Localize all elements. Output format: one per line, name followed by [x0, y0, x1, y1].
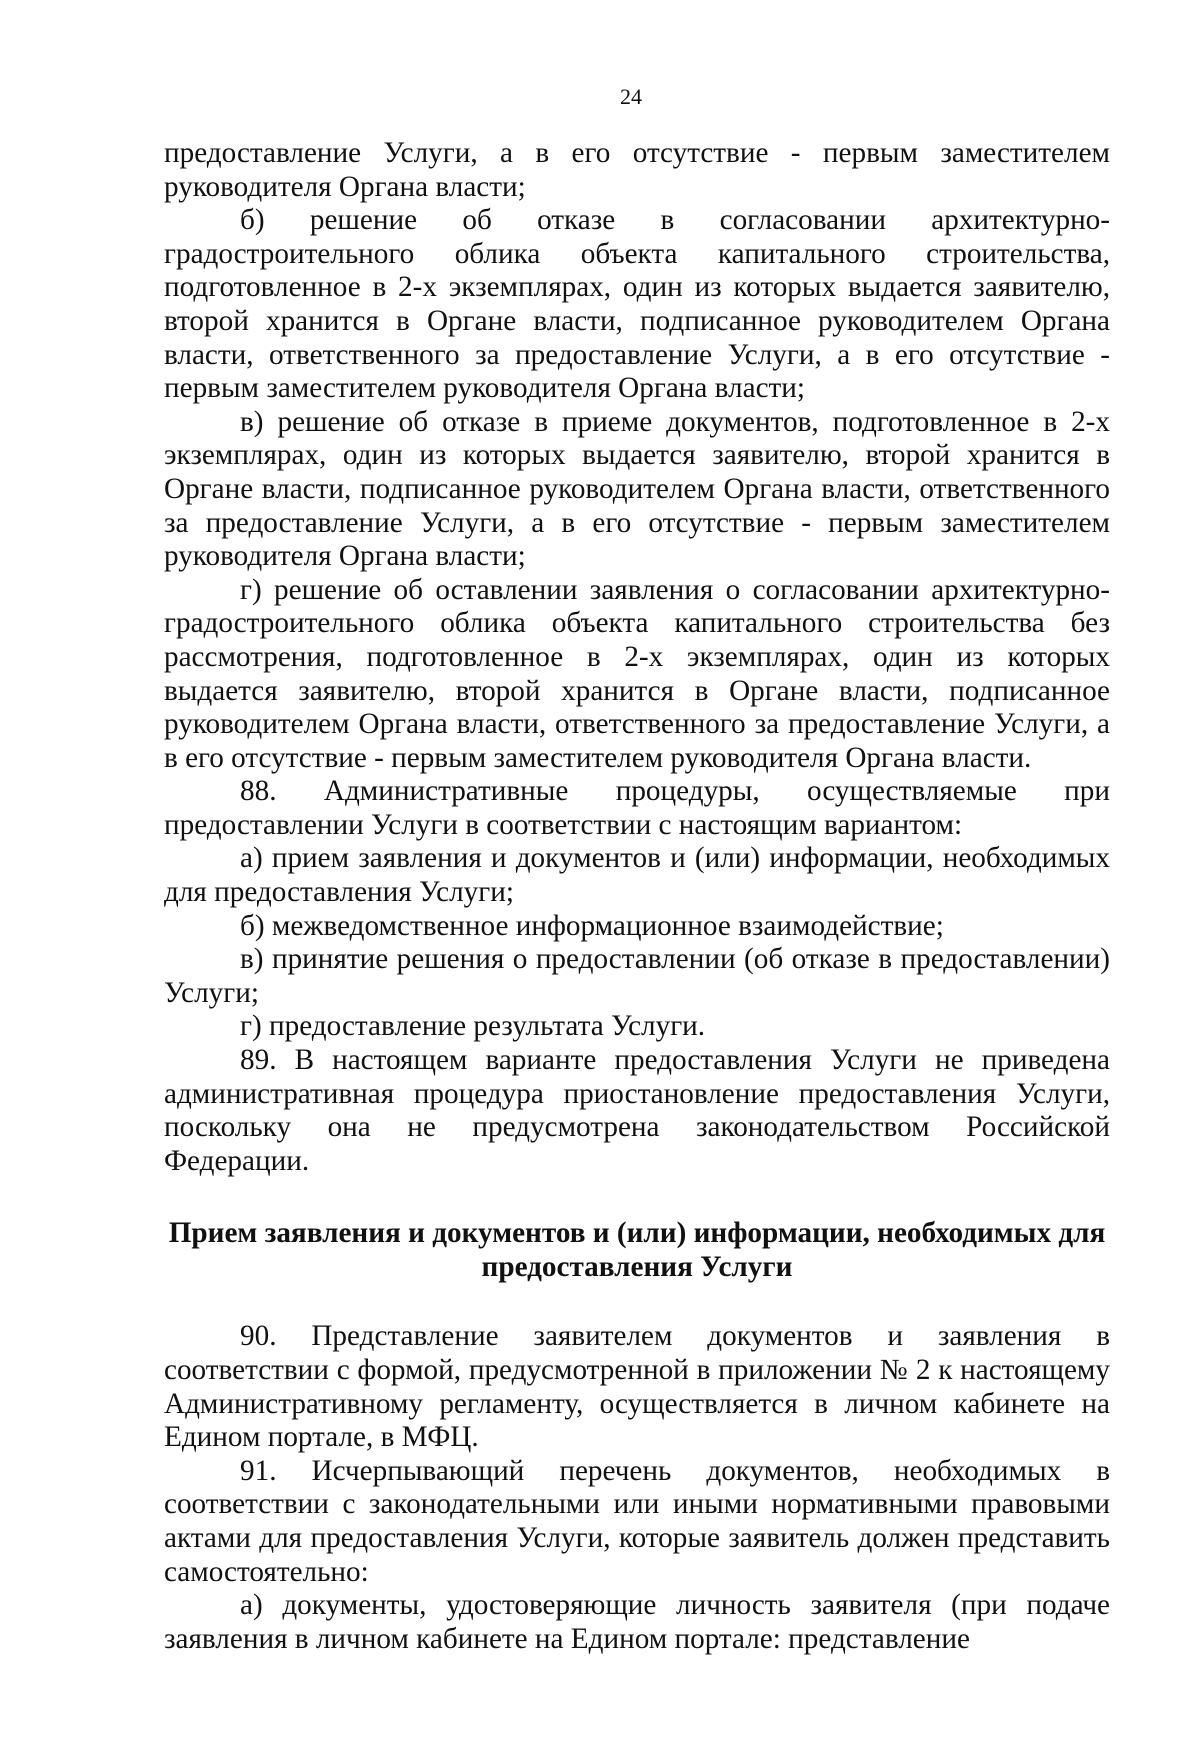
paragraph-88-a: а) прием заявления и документов и (или) информации, необходимых для предоставления Услуги; [164, 842, 1110, 909]
paragraph: предоставление Услуги, а в его отсутствие - первым заместителем руководителя Органа власти; [164, 137, 1110, 203]
page-number: 24 [620, 84, 642, 109]
section-heading: Прием заявления и документов и (или) информации, необходимых для предоставления Услуги [168, 1217, 1106, 1284]
paragraph-88: 88. Административные процедуры, осуществляемые при предоставлении Услуги в соответствии с настоящим вариантом: [164, 775, 1110, 841]
paragraph-item-b-refusal: б) решение об отказе в согласовании архитектурно-градостроительного облика объекта капитального строительства, подготовленное в 2-х экземплярах, один из которых выдается заявителю, второй хранится в Органе власти, подписанное руководителем Органа власти, ответственного за предоставление Услуги, а в его отсутствие - первым заместителем руководителя Органа власти; [164, 204, 1110, 405]
paragraph-item-v-refusal-docs: в) решение об отказе в приеме документов, подготовленное в 2-х экземплярах, один из которых выдается заявителю, второй хранится в Органе власти, подписанное руководителем Органа власти, ответственного за предоставление Услуги, а в его отсутствие - первым заместителем руководителя Органа власти; [164, 405, 1110, 573]
paragraph-item-g-no-review: г) решение об оставлении заявления о согласовании архитектурно-градостроительного облика объекта капитального строительства без рассмотрения, подготовленное в 2-х экземплярах, один из которых выдается заявителю, второй хранится в Органе власти, подписанное руководителем Органа власти, ответственного за предоставление Услуги, а в его отсутствие - первым заместителем руководителя Органа власти. [164, 573, 1110, 774]
paragraph-91-a: а) документы, удостоверяющие личность заявителя (при подаче заявления в личном кабинете на Едином портале: представление [164, 1589, 1110, 1655]
document-body [164, 137, 1110, 1656]
paragraph-88-b: б) межведомственное информационное взаимодействие; [240, 909, 944, 942]
paragraph-88-g: г) предоставление результата Услуги. [240, 1010, 706, 1043]
paragraph-89: 89. В настоящем варианте предоставления Услуги не приведена административная процедура приостановление предоставления Услуги, поскольку она не предусмотрена законодательством Российской Федерации. [164, 1044, 1110, 1177]
paragraph-88-v: в) принятие решения о предоставлении (об отказе в предоставлении) Услуги; [164, 943, 1110, 1009]
paragraph-91: 91. Исчерпывающий перечень документов, необходимых в соответствии с законодательными или иными нормативными правовыми актами для предоставления Услуги, которые заявитель должен представить самостоятельно: [164, 1454, 1110, 1588]
paragraph-90: 90. Представление заявителем документов и заявления в соответствии с формой, предусмотренной в приложении № 2 к настоящему Административному регламенту, осуществляется в личном кабинете на Едином портале, в МФЦ. [164, 1320, 1110, 1454]
